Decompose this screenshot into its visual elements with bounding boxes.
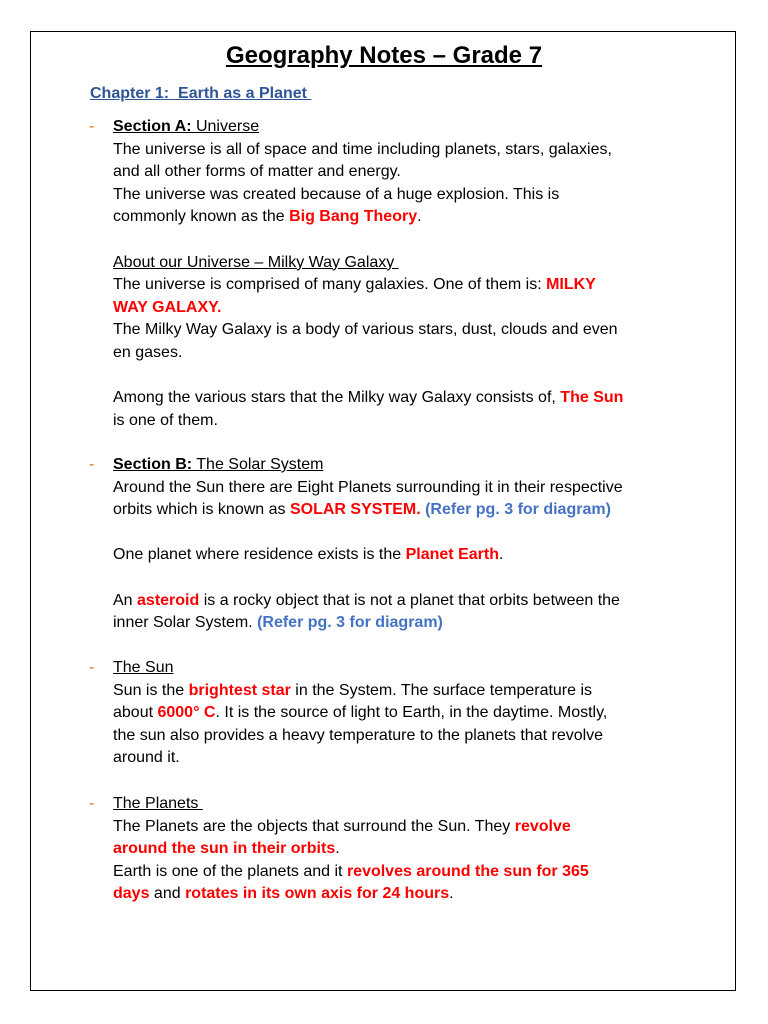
- text-run: One planet where residence exists is the: [113, 546, 406, 564]
- section-sun-body: [113, 657, 683, 770]
- text-line: [113, 702, 683, 725]
- text-line: [113, 499, 683, 522]
- text-line: [113, 838, 683, 861]
- text-run: and: [149, 885, 186, 903]
- highlight-asteroid: asteroid: [137, 591, 200, 609]
- text-line: [113, 544, 683, 567]
- bullet-dash: -: [89, 795, 95, 812]
- text-run: The universe is comprised of many galaxies. One of them is:: [113, 276, 547, 294]
- text-line: The universe was created because of a huge explosion. This is: [113, 185, 560, 203]
- text-line: [113, 387, 683, 410]
- text-run: . It is the source of light to Earth, in the daytime. Mostly,: [215, 704, 608, 722]
- text-run: Sun is the: [113, 681, 189, 699]
- blank-line: [113, 365, 683, 388]
- text-run: .: [335, 840, 340, 858]
- text-run: about: [113, 704, 158, 722]
- text-line: and all other forms of matter and energy.: [113, 163, 401, 181]
- highlight-24-hours: rotates in its own axis for 24 hours: [185, 885, 450, 903]
- section-b-body: [113, 454, 683, 635]
- section-b-heading: [113, 454, 683, 477]
- text-line: The Milky Way Galaxy is a body of various stars, dust, clouds and even: [113, 321, 618, 339]
- text-run: inner Solar System.: [113, 614, 258, 632]
- highlight-planet-earth: Planet Earth: [405, 546, 499, 564]
- section-b-title: The Solar System: [192, 456, 324, 473]
- bullet-dash: -: [89, 118, 95, 135]
- text-run: The Planets are the objects that surround the Sun. They: [113, 817, 515, 835]
- highlight-orbits: around the sun in their orbits: [113, 840, 336, 858]
- blank-line: [113, 229, 683, 252]
- section-planets-heading: The Planets: [113, 795, 203, 812]
- highlight-way-galaxy: WAY GALAXY.: [113, 298, 222, 316]
- text-line: [113, 883, 683, 906]
- section-planets-body: [113, 793, 683, 906]
- section-b-label: Section B:: [113, 456, 193, 473]
- document-title: Geography Notes – Grade 7: [225, 42, 543, 69]
- section-sun-heading: The Sun: [113, 659, 174, 676]
- text-run: commonly known as the: [113, 208, 290, 226]
- highlight-revolve: revolve: [514, 817, 571, 835]
- text-run: is a rocky object that is not a planet that orbits between the: [199, 591, 620, 609]
- highlight-big-bang: Big Bang Theory: [289, 208, 418, 226]
- blank-line: [113, 567, 683, 590]
- highlight-365: revolves around the sun for 365: [346, 862, 589, 880]
- text-run: Earth is one of the planets and it: [113, 862, 347, 880]
- text-line: [113, 680, 683, 703]
- bullet-dash: -: [89, 659, 95, 676]
- blank-line: [113, 522, 683, 545]
- text-line: is one of them.: [113, 411, 218, 429]
- text-run: in the System. The surface temperature is: [290, 681, 593, 699]
- text-line: the sun also provides a heavy temperature to the planets that revolve: [113, 726, 604, 744]
- text-line: [113, 861, 683, 884]
- bullet-dash: -: [89, 456, 95, 473]
- section-a-body: [113, 116, 683, 432]
- text-line: [113, 590, 683, 613]
- highlight-brightest-star: brightest star: [188, 681, 291, 699]
- text-line: The universe is all of space and time including planets, stars, galaxies,: [113, 140, 612, 158]
- text-run: Among the various stars that the Milky way Galaxy consists of,: [113, 389, 561, 407]
- text-line: [113, 612, 683, 635]
- highlight-the-sun: The Sun: [560, 389, 624, 407]
- subheading-milky-way: About our Universe – Milky Way Galaxy: [113, 253, 399, 271]
- text-line: [113, 816, 683, 839]
- text-run: .: [417, 208, 422, 226]
- page-reference: (Refer pg. 3 for diagram): [257, 614, 443, 632]
- text-line: en gases.: [113, 343, 183, 361]
- page-reference: (Refer pg. 3 for diagram): [420, 501, 611, 519]
- highlight-days: days: [113, 885, 150, 903]
- text-line: [113, 274, 683, 297]
- highlight-milky: MILKY: [546, 276, 596, 294]
- highlight-solar-system: SOLAR SYSTEM.: [289, 501, 421, 519]
- highlight-temperature: 6000° C: [157, 704, 216, 722]
- text-run: orbits which is known as: [113, 501, 290, 519]
- section-a-heading: [113, 116, 683, 139]
- text-line: around it.: [113, 749, 180, 767]
- chapter-heading: Chapter 1: Earth as a Planet: [90, 85, 312, 102]
- text-run: An: [113, 591, 138, 609]
- text-run: .: [449, 885, 454, 903]
- text-line: Around the Sun there are Eight Planets surrounding it in their respective: [113, 478, 623, 496]
- section-a-title: Universe: [191, 118, 260, 135]
- text-line: [113, 206, 683, 229]
- section-a-label: Section A:: [113, 118, 192, 135]
- text-run: .: [498, 546, 504, 564]
